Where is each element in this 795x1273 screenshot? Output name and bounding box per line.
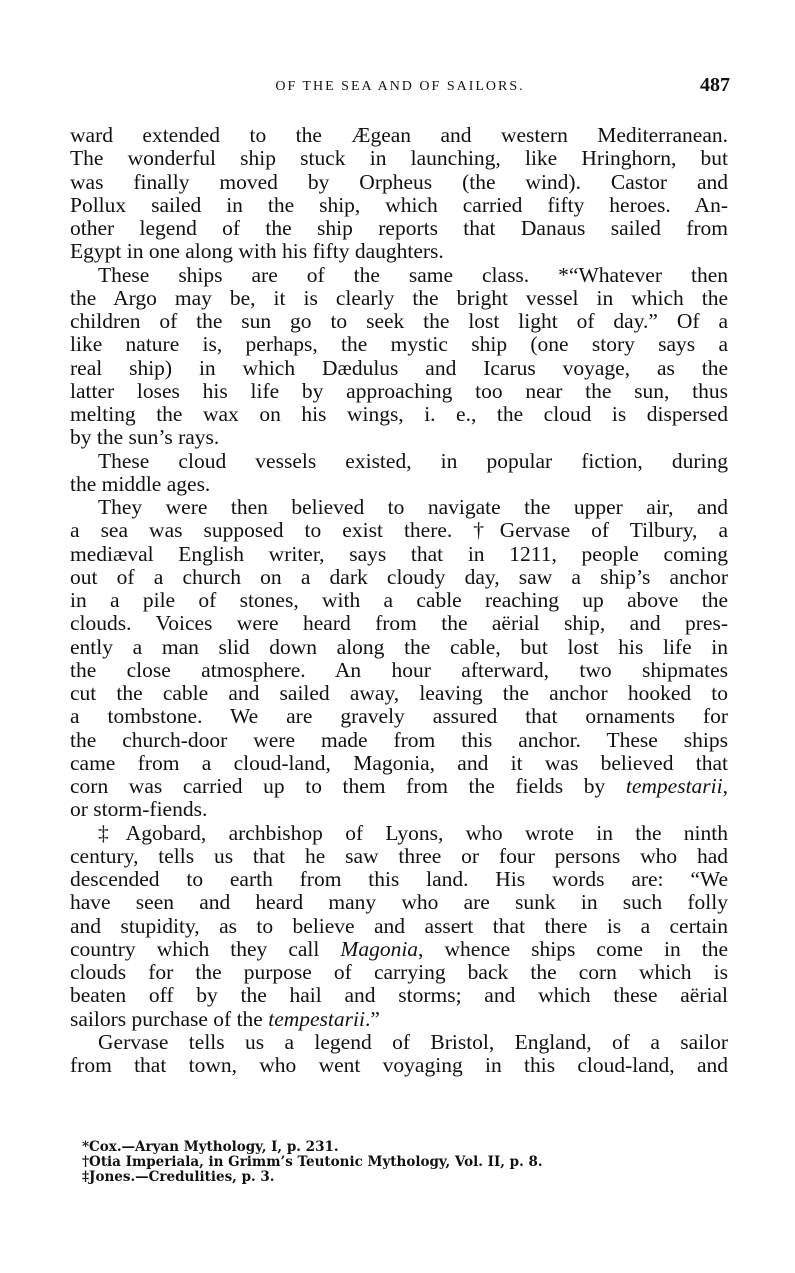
footnote: *Cox.—Aryan Mythology, I, p. 231. (82, 1139, 339, 1155)
text-line: or storm-fiends. (70, 797, 208, 822)
text-line: the Argo may be, it is clearly the bright vessel in which the (70, 285, 728, 310)
page-header (70, 74, 730, 100)
text-line: and stupidity, as to believe and assert that there is a certain (70, 913, 728, 938)
text-line: beaten off by the hail and storms; and which these aërial (70, 983, 728, 1008)
text-line: sailors purchase of the tempestarii.” (70, 1006, 380, 1031)
text-line: from that town, who went voyaging in this cloud-land, and (70, 1053, 728, 1077)
text-line: descended to earth from this land. His words are: “We (70, 867, 728, 891)
text-line: the middle ages. (70, 471, 211, 496)
text-line: Gervase tells us a legend of Bristol, England, of a sailor (98, 1029, 728, 1054)
text-line: a tombstone. We are gravely assured that ornaments for (70, 704, 728, 729)
text-line: real ship) in which Dædulus and Icarus voyage, as the (70, 355, 728, 380)
text-line: like nature is, perhaps, the mystic ship (one story says a (70, 332, 728, 357)
paragraph (70, 264, 728, 450)
paragraph (70, 450, 728, 497)
text-line: have seen and heard many who are sunk in such folly (70, 890, 728, 915)
text-line: These ships are of the same class. *“Whatever then (98, 262, 728, 287)
text-line: the close atmosphere. An hour afterward, two shipmates (70, 657, 728, 682)
body-text (70, 124, 728, 1077)
text-line: corn was carried up to them from the fields by tempestarii, (70, 774, 728, 798)
paragraph (70, 822, 728, 1031)
text-line: These cloud vessels existed, in popular fiction, during (98, 448, 728, 473)
paragraph (70, 1031, 728, 1078)
text-line: country which they call Magonia, whence ships come in the (70, 936, 728, 961)
text-line: melting the wax on his wings, i. e., the cloud is dispersed (70, 402, 728, 426)
text-line: children of the sun go to seek the lost light of day.” Of a (70, 309, 728, 333)
text-line: in a pile of stones, with a cable reaching up above the (70, 588, 728, 612)
text-line: came from a cloud-land, Magonia, and it was believed that (70, 750, 728, 775)
text-line: other legend of the ship reports that Danaus sailed from (70, 216, 728, 240)
text-line: the church-door were made from this anchor. These ships (70, 727, 728, 752)
text-line: Pollux sailed in the ship, which carried fifty heroes. An- (70, 192, 728, 217)
text-line: ‡Agobard, archbishop of Lyons, who wrote in the ninth (98, 820, 728, 845)
footnotes (82, 1140, 543, 1185)
text-line: by the sun’s rays. (70, 425, 220, 450)
text-line: ently a man slid down along the cable, but lost his life in (70, 634, 728, 659)
text-line: clouds. Voices were heard from the aërial ship, and pres- (70, 611, 728, 636)
text-line: century, tells us that he saw three or four persons who had (70, 843, 728, 868)
page-number: 487 (700, 74, 730, 96)
footnote: ‡Jones.—Credulities, p. 3. (82, 1169, 275, 1185)
text-line: was finally moved by Orpheus (the wind). Castor and (70, 169, 728, 194)
text-line: clouds for the purpose of carrying back the corn which is (70, 960, 728, 984)
text-line: latter loses his life by approaching too near the sun, thus (70, 378, 728, 403)
text-line: out of a church on a dark cloudy day, saw a ship’s anchor (70, 564, 728, 589)
text-line: Egypt in one along with his fifty daughters. (70, 239, 444, 264)
text-line: cut the cable and sailed away, leaving the anchor hooked to (70, 681, 728, 705)
text-line: mediæval English writer, says that in 1211, people coming (70, 541, 728, 566)
text-line: ward extended to the Ægean and western Mediterranean. (70, 123, 728, 147)
paragraph (70, 124, 728, 264)
paragraph (70, 496, 728, 822)
text-line: They were then believed to navigate the upper air, and (98, 495, 728, 519)
text-line: The wonderful ship stuck in launching, like Hringhorn, but (70, 146, 728, 171)
text-line: a sea was supposed to exist there. †Gervase of Tilbury, a (70, 518, 728, 543)
running-title: OF THE SEA AND OF SAILORS. (275, 79, 525, 94)
footnote: †Otia Imperiala, in Grimm’s Teutonic Mythology, Vol. II, p. 8. (82, 1154, 543, 1170)
